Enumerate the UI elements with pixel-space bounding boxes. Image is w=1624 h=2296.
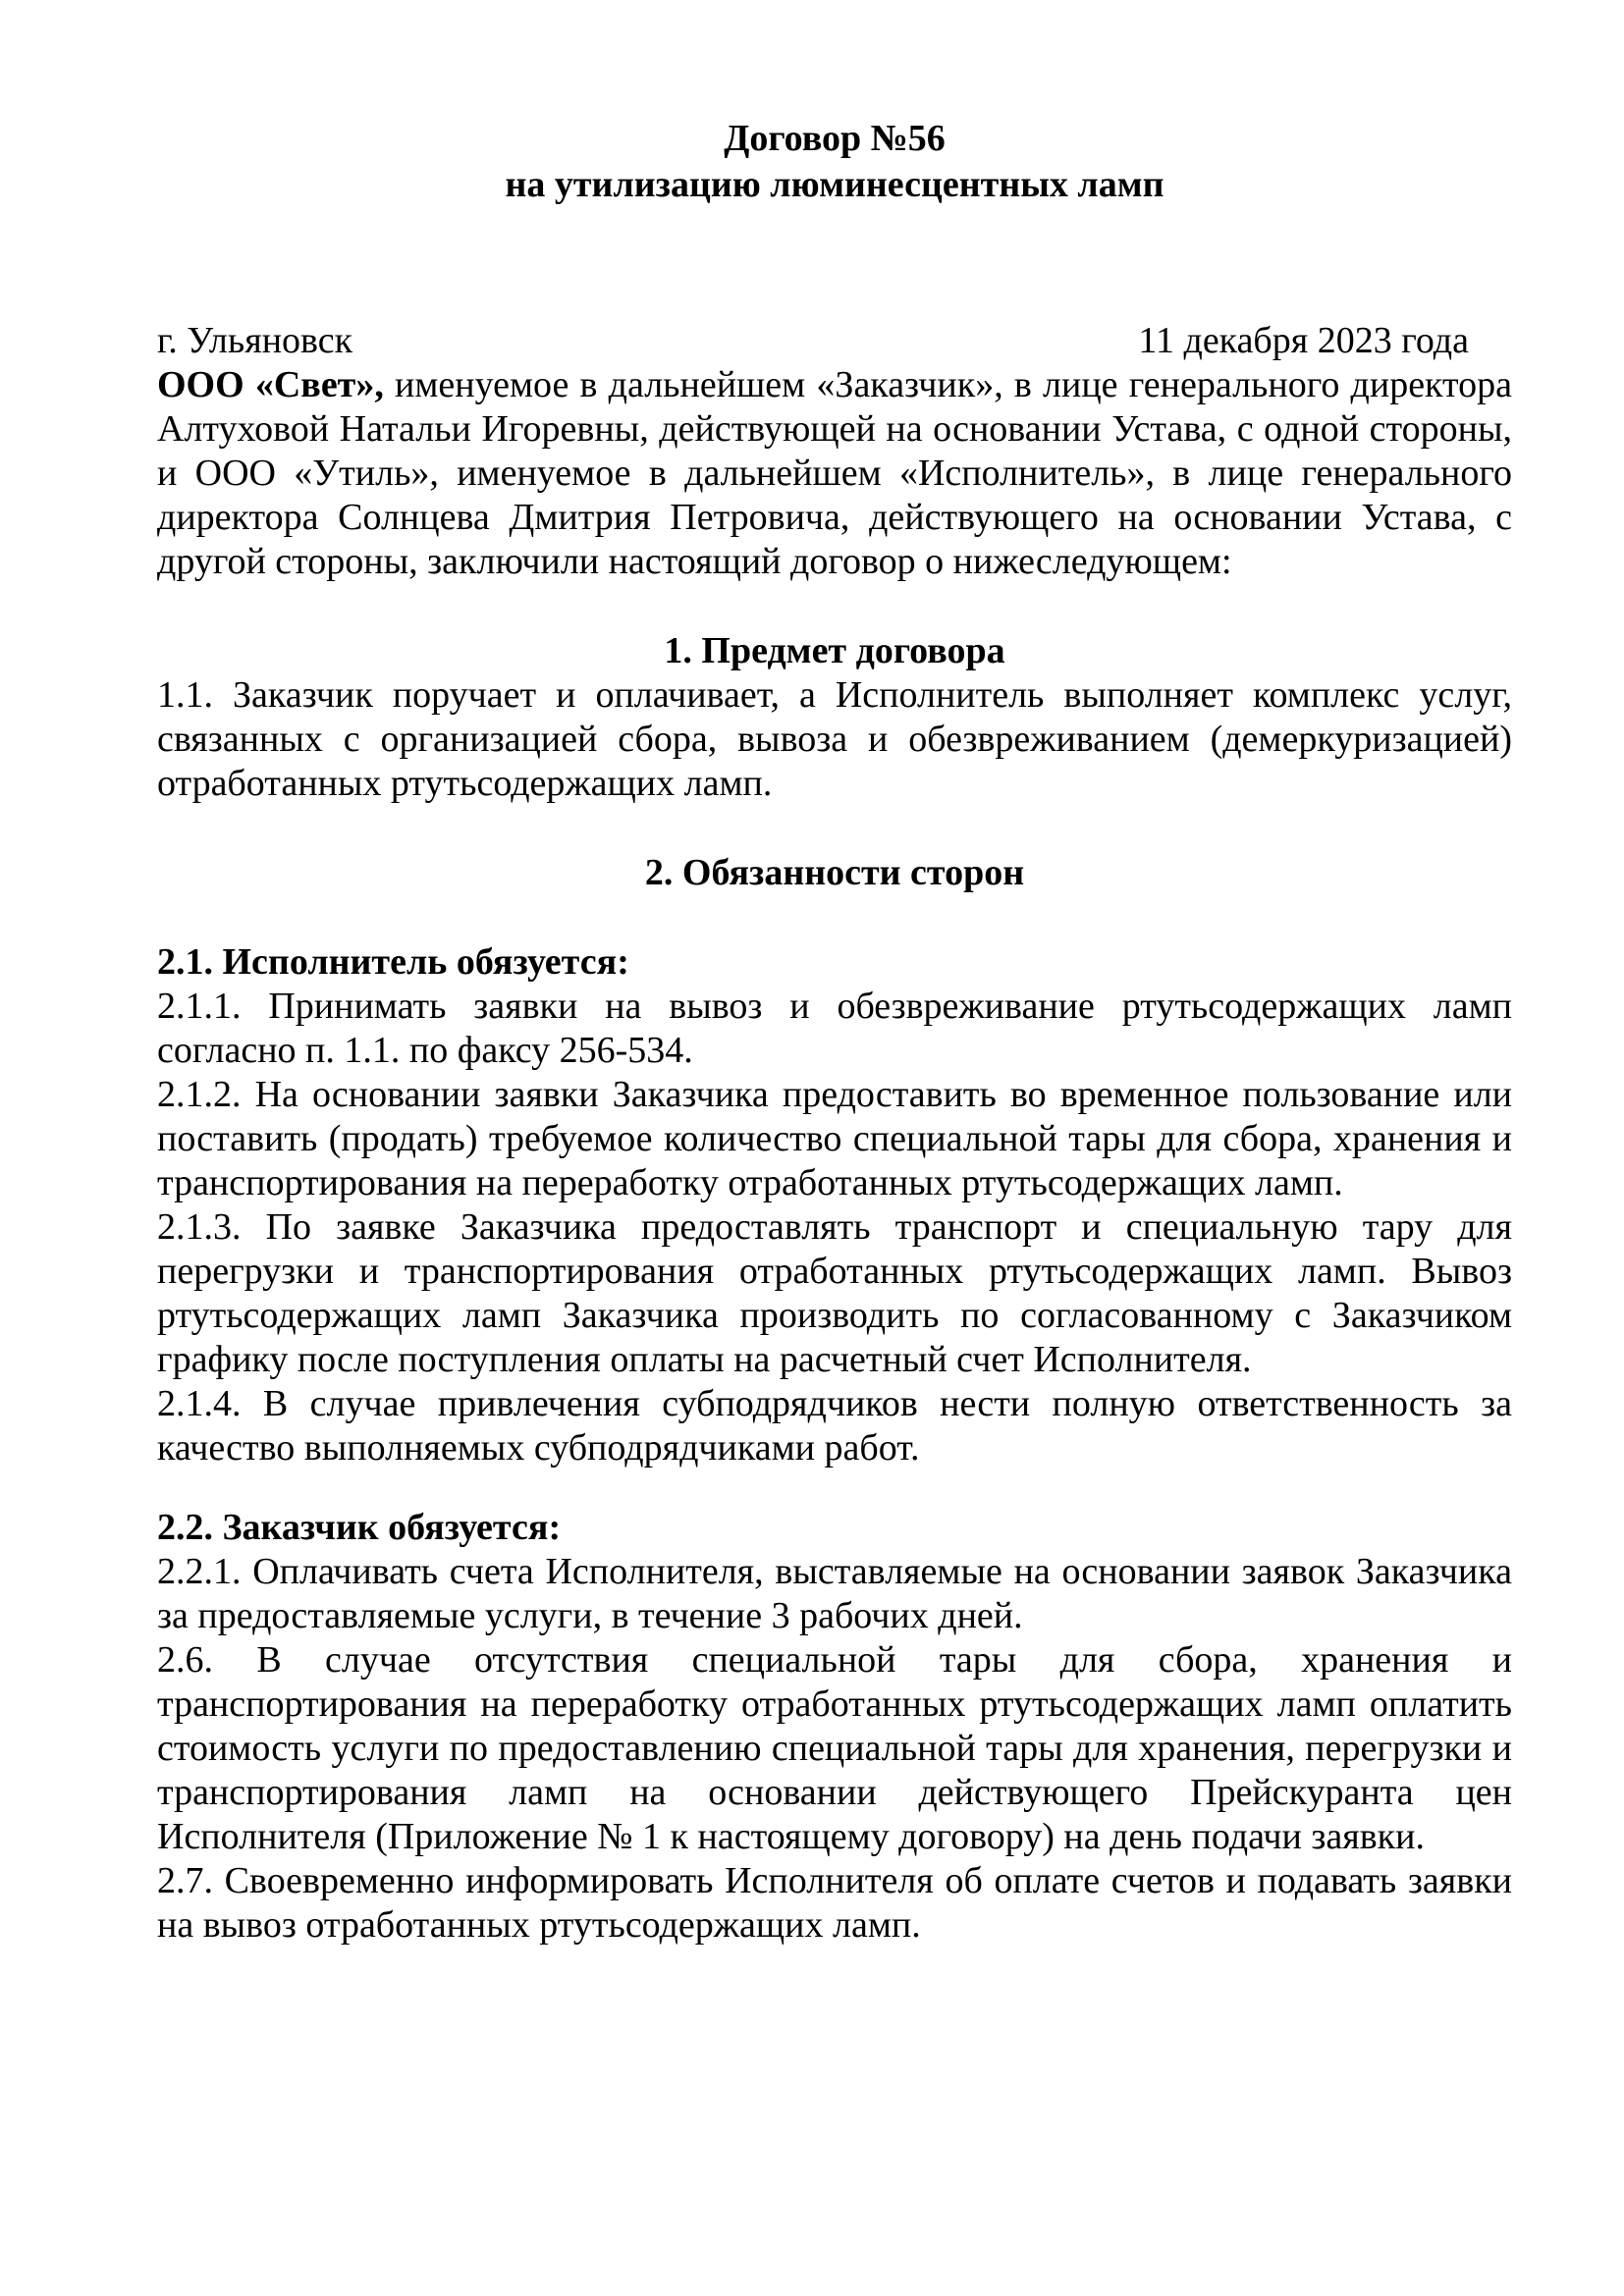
clause-2-1-1: 2.1.1. Принимать заявки на вывоз и обезвреживание ртутьсодержащих ламп согласно п. 1.1. по факсу 256-534. [157, 986, 1512, 1071]
clause-2-1-2: 2.1.2. На основании заявки Заказчика предоставить во временное пользование или поставить (продать) требуемое количество специальной тары для сбора, хранения и транспортирования на переработку отработанных ртутьсодержащих ламп. [157, 1074, 1512, 1203]
preamble-paragraph [157, 363, 1512, 584]
clause-1-1: 1.1. Заказчик поручает и оплачивает, а Исполнитель выполняет комплекс услуг, связанных с организацией сбора, вывоза и обезвреживанием (демеркуризацией) отработанных ртутьсодержащих ламп. [157, 674, 1512, 804]
section-2-heading: 2. Обязанности сторон [644, 852, 1025, 893]
subsection-2-2 [157, 1506, 1512, 1948]
preamble-text: именуемое в дальнейшем «Заказчик», в лице генерального директора Алтуховой Натальи Игоревны, действующей на основании Устава, с одной стороны, и ООО «Утиль», именуемое в дальнейшем «Исполнитель», в лице генерального директора Солнцева Дмитрия Петровича, действующего на основании Устава, с другой стороны, заключили настоящий договор о нижеследующем: [157, 364, 1512, 582]
clause-2-1-4: 2.1.4. В случае привлечения субподрядчиков нести полную ответственность за качество выполняемых субподрядчиками работ. [157, 1383, 1512, 1468]
section-2-body [157, 940, 1512, 1948]
subsection-2-2-heading: 2.2. Заказчик обязуется: [157, 1507, 562, 1548]
subsection-2-1-heading: 2.1. Исполнитель обязуется: [157, 941, 629, 983]
clause-2-7: 2.7. Своевременно информировать Исполнителя об оплате счетов и подавать заявки на вывоз отработанных ртутьсодержащих ламп. [157, 1860, 1512, 1946]
title-line-2: на утилизацию люминесцентных ламп [505, 164, 1164, 205]
section-1-heading: 1. Предмет договора [664, 630, 1005, 671]
clause-2-1-3: 2.1.3. По заявке Заказчика предоставлять транспорт и специальную тару для перегрузки и транспортирования отработанных ртутьсодержащих ламп. Вывоз ртутьсодержащих ламп Заказчика производить по согласованному с Заказчиком графику после поступления оплаты на расчетный счет Исполнителя. [157, 1206, 1512, 1380]
contract-date: 11 декабря 2023 года [1138, 320, 1469, 361]
clause-2-6: 2.6. В случае отсутствия специальной тары для сбора, хранения и транспортирования на переработку отработанных ртутьсодержащих ламп оплатить стоимость услуги по предоставлению специальной тары для хранения, перегрузки и транспортирования ламп на основании действующего Прейскуранта цен Исполнителя (Приложение № 1 к настоящему договору) на день подачи заявки. [157, 1639, 1512, 1857]
document-page [157, 116, 1512, 1948]
place-date-row [157, 319, 1469, 363]
contract-place: г. Ульяновск [157, 320, 353, 361]
clause-2-2-1: 2.2.1. Оплачивать счета Исполнителя, выставляемые на основании заявок Заказчика за предоставляемые услуги, в течение 3 рабочих дней. [157, 1551, 1512, 1636]
party-name: ООО «Свет», [157, 364, 384, 405]
title-line-1: Договор №56 [724, 118, 946, 159]
document-title [157, 116, 1512, 208]
